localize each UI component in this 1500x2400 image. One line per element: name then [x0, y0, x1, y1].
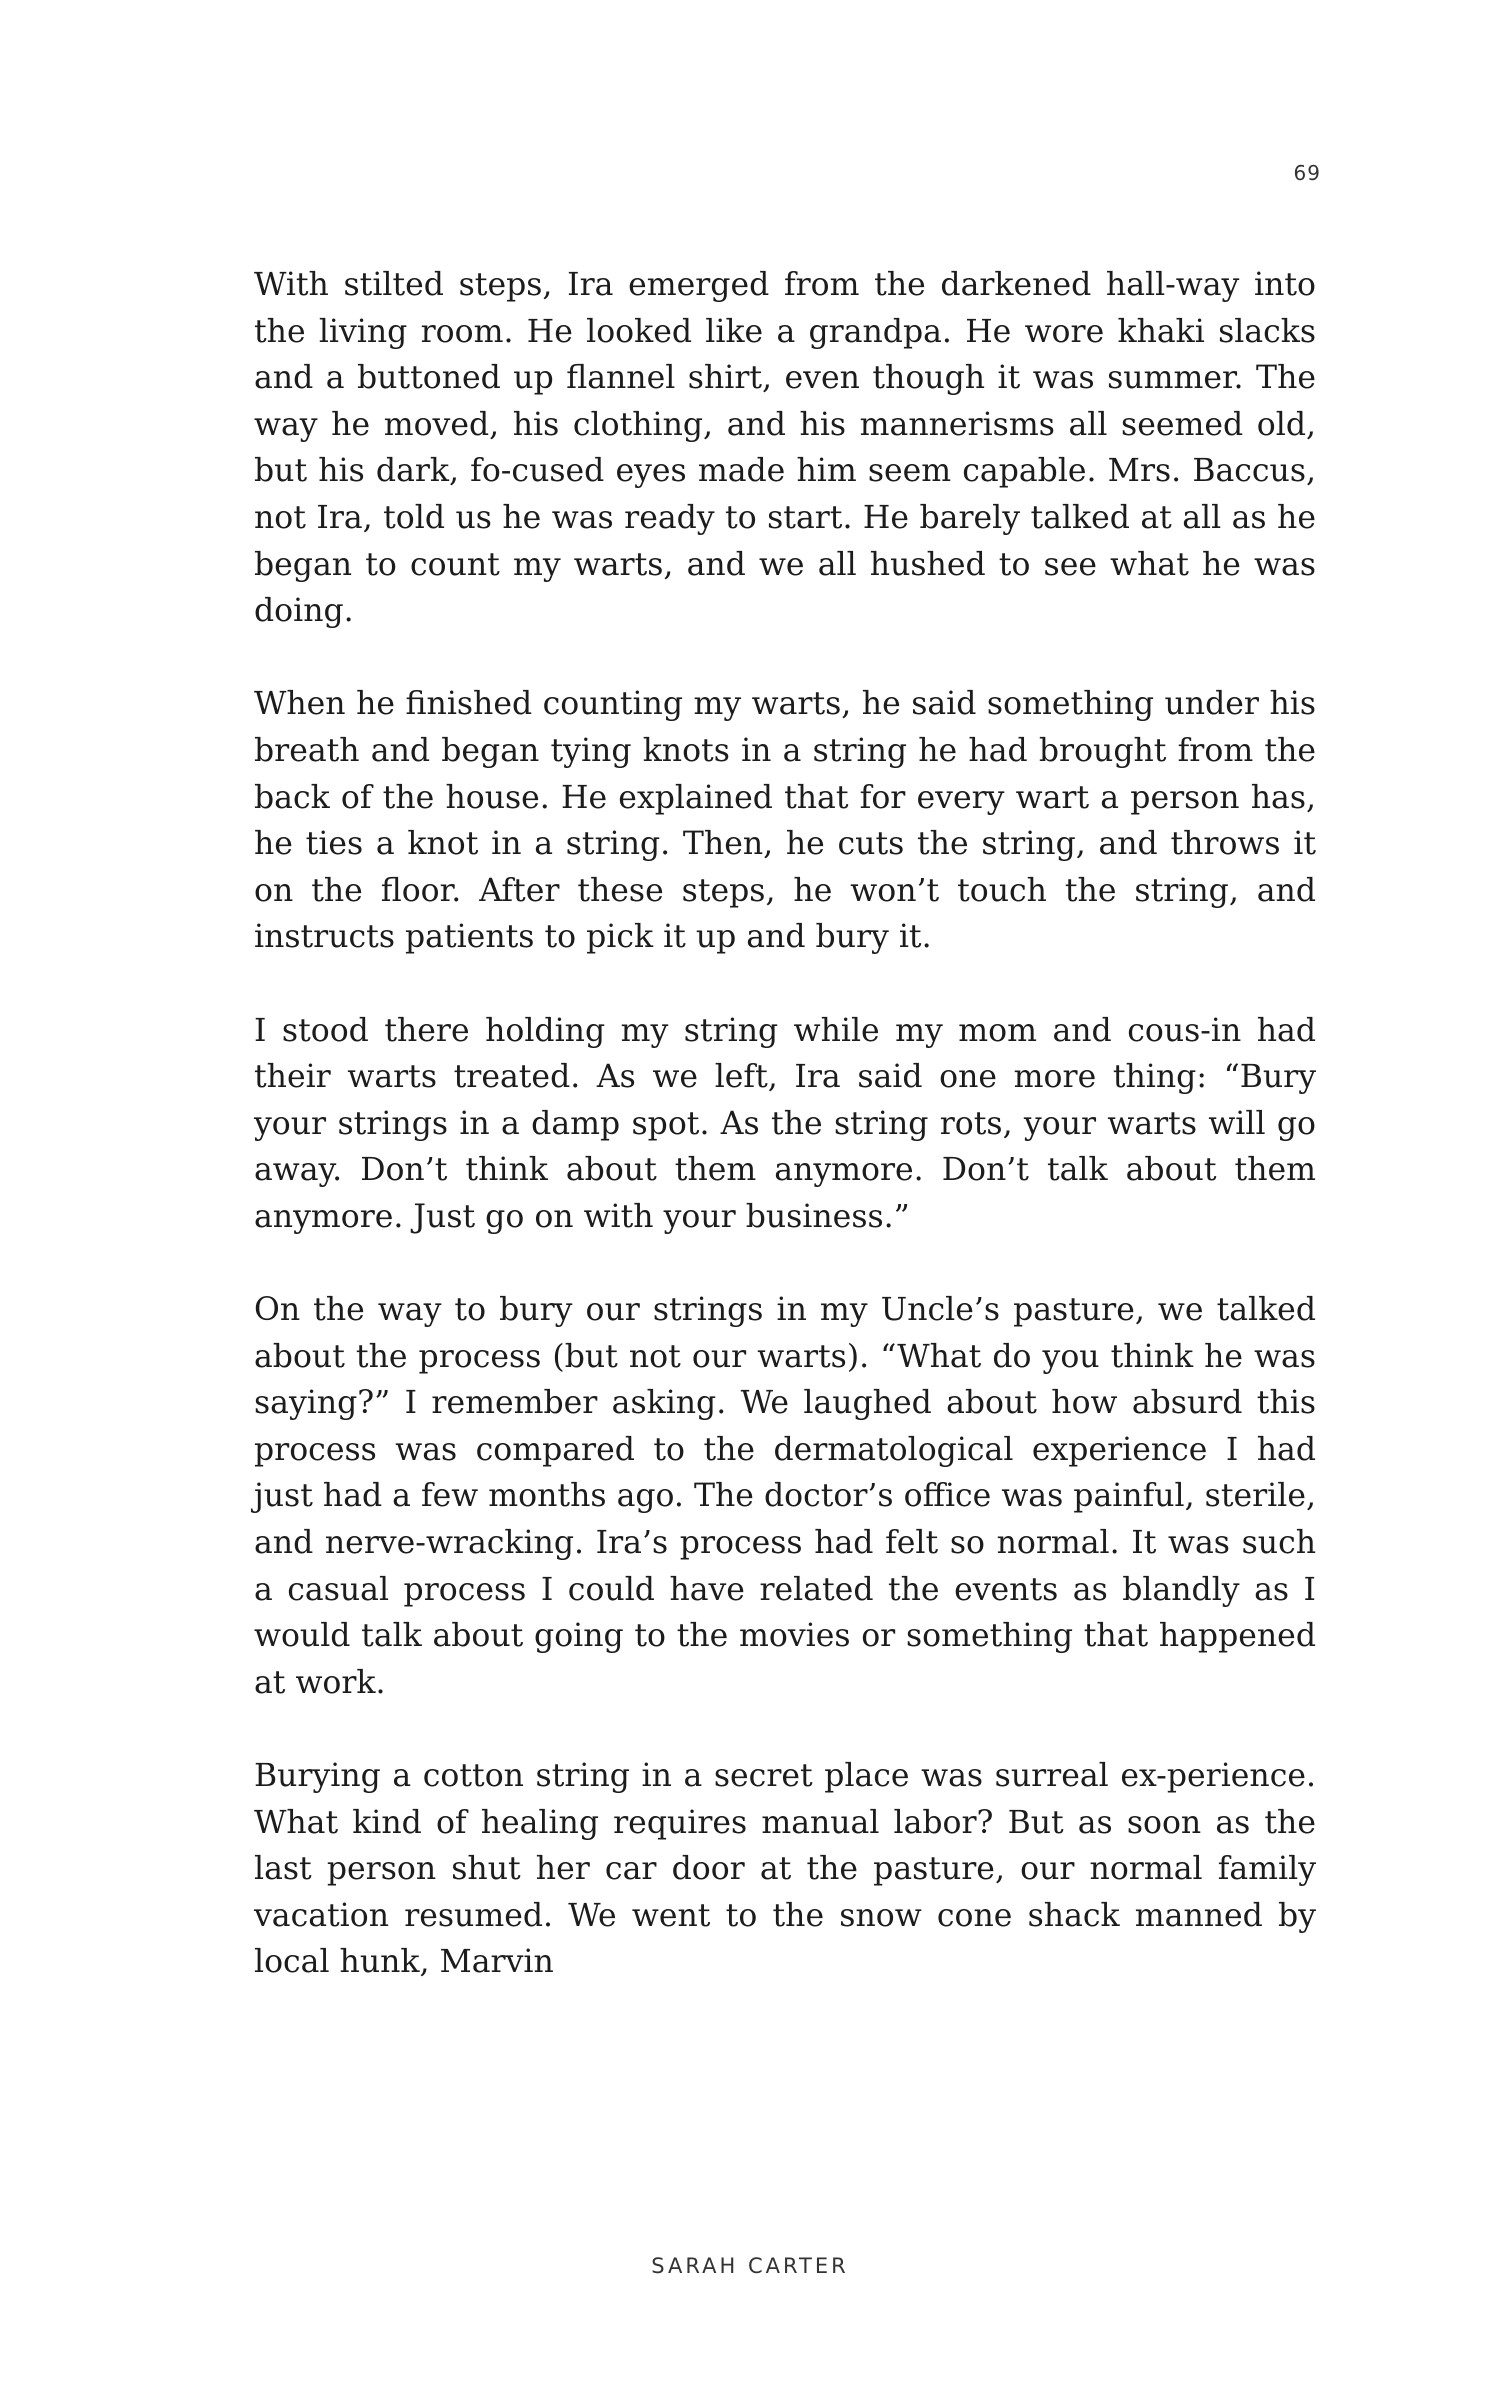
- paragraph-5: Burying a cotton string in a secret place was surreal ex-perience. What kind of healing requires manual labor? But as soon as the last person shut her car door at the pasture, our normal family vacation resumed. We went to the snow cone shack manned by local hunk, Marvin: [254, 1758, 1316, 1981]
- paragraph-2: When he finished counting my warts, he said something under his breath and began tying knots in a string he had brought from the back of the house. He explained that for every wart a person has, he ties a knot in a string. Then, he cuts the string, and throws it on the floor. After these steps, he won’t touch the string, and instructs patients to pick it up and bury it.: [254, 686, 1316, 956]
- paragraph-3: I stood there holding my string while my mom and cous-in had their warts treated. As we left, Ira said one more thing: “Bury your strings in a damp spot. As the string rots, your warts will go away. Don’t think about them anymore. Don’t talk about them anymore. Just go on with your business.”: [254, 1012, 1316, 1235]
- paragraph-1: With stilted steps, Ira emerged from the darkened hall-way into the living room. He looked like a grandpa. He wore khaki slacks and a buttoned up flannel shirt, even though it was summer. The way he moved, his clothing, and his mannerisms all seemed old, but his dark, fo-cused eyes made him seem capable. Mrs. Baccus, not Ira, told us he was ready to start. He barely talked at all as he began to count my warts, and we all hushed to see what he was doing.: [254, 267, 1316, 630]
- page-number: 69: [1293, 161, 1321, 185]
- author-footer: SARAH CARTER: [651, 2254, 849, 2278]
- paragraph-4: On the way to bury our strings in my Uncle’s pasture, we talked about the process (but not our warts). “What do you think he was saying?” I remember asking. We laughed about how absurd this process was compared to the dermatological experience I had just had a few months ago. The doctor’s office was painful, sterile, and nerve-wracking. Ira’s process had felt so normal. It was such a casual process I could have related the events as blandly as I would talk about going to the movies or something that happened at work.: [254, 1292, 1316, 1701]
- body-text: [254, 262, 1316, 2033]
